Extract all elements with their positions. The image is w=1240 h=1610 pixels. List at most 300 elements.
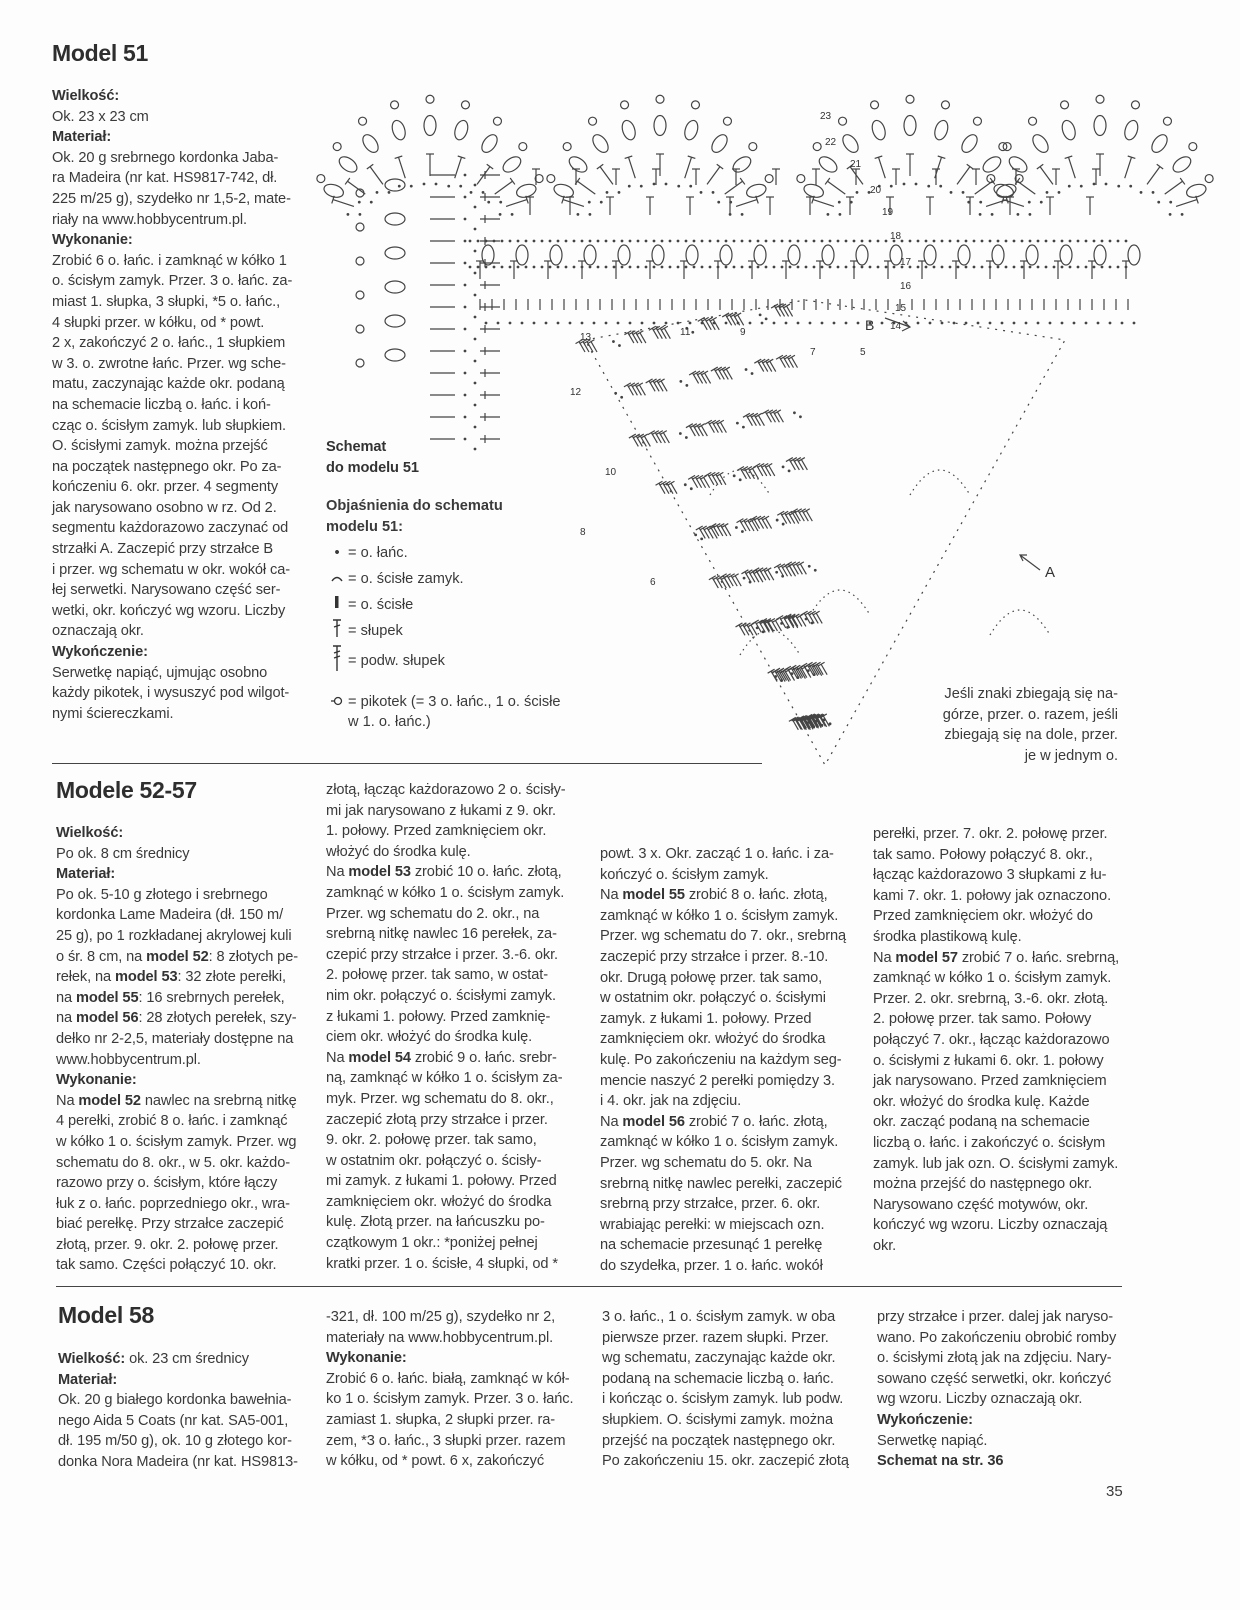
marker-a-label: A <box>1045 564 1056 581</box>
text-line: mi jak narysowano z łukami z 9. okr. <box>326 802 556 819</box>
text-line: można przejść do następnego okr. <box>873 1176 1093 1193</box>
text-line: Na model 53 zrobić 10 o. łańc. złotą, <box>326 864 562 881</box>
picot <box>333 143 341 151</box>
chain-dot <box>989 266 992 269</box>
chain-dot <box>679 432 682 435</box>
chain-dot <box>533 240 536 243</box>
chain-dot <box>757 266 760 269</box>
chain-dot <box>605 240 608 243</box>
text-line: złotą, przer. 9. okr. 2. połowę przer. <box>56 1236 279 1253</box>
chain-dot <box>1045 266 1048 269</box>
chain-dot <box>997 240 1000 243</box>
chain-dot <box>917 322 920 325</box>
chain-dot <box>965 240 968 243</box>
chain-dot <box>776 519 779 522</box>
chain-dot <box>739 478 742 481</box>
text-line: Zrobić 6 o. łańc. i zamknąć w kółko 1 <box>52 252 287 269</box>
dc-stitch <box>1165 181 1183 194</box>
text-line: do szydełka, przer. 1 o. łańc. wokół <box>600 1257 823 1274</box>
cluster <box>1122 119 1140 142</box>
picot <box>317 175 325 183</box>
chain-dot <box>487 201 490 204</box>
round-number-label: 19 <box>882 207 894 218</box>
chain-dot <box>1037 240 1040 243</box>
picot <box>656 95 664 103</box>
chain-dot <box>933 266 936 269</box>
chain-dot <box>637 266 640 269</box>
chain-dot <box>464 196 467 199</box>
round-number-label: 8 <box>580 527 586 538</box>
chain-dot <box>941 240 944 243</box>
chain-dot <box>509 322 512 325</box>
text-line: ko 1 o. ścisłym zamyk. Przer. 3 o. łańc. <box>326 1391 574 1408</box>
cluster <box>1006 154 1029 175</box>
chain-dot <box>845 266 848 269</box>
cluster <box>385 179 405 191</box>
round-number-label: 10 <box>605 467 617 478</box>
chain-dot <box>735 526 738 529</box>
chain-dot <box>797 266 800 269</box>
chain-dot <box>474 338 477 341</box>
text-line: Przer. 2. okr. srebrną, 3.-6. okr. złotą. <box>873 990 1109 1007</box>
chain-dot <box>464 350 467 353</box>
dc-stitch-top <box>740 178 745 184</box>
chain-dot <box>597 266 600 269</box>
chain-dot <box>981 266 984 269</box>
chain-dot <box>881 322 884 325</box>
chain-dot <box>712 191 715 194</box>
chain-dot <box>464 174 467 177</box>
chain-dot <box>1028 201 1031 204</box>
picot <box>589 117 597 125</box>
chain-dot <box>653 240 656 243</box>
chain-dot <box>474 360 477 363</box>
dc-stitch <box>455 157 462 178</box>
chain-dot <box>435 183 438 186</box>
chain-dot <box>929 322 932 325</box>
chain-dot <box>573 266 576 269</box>
picot <box>1163 117 1171 125</box>
text-line: wetki, okr. kończyć wg wzoru. Liczby <box>52 602 286 619</box>
chain-dot <box>376 191 379 194</box>
chain-dot <box>829 240 832 243</box>
chain-dot <box>499 213 502 216</box>
text-line: schematu do 8. okr., w 5. okr. każdo- <box>56 1154 290 1171</box>
chain-dot <box>837 266 840 269</box>
round-number-label: 6 <box>650 577 656 588</box>
picot <box>1096 95 1104 103</box>
chain-dot <box>1109 322 1112 325</box>
chain-dot <box>645 240 648 243</box>
picot <box>519 143 527 151</box>
chain-dot <box>628 185 631 188</box>
text-line: łącząc każdorazowo 3 słupkami z łu- <box>873 867 1107 884</box>
text-line: zamknąć w kółko 1 o. ścisłym zamyk. <box>600 907 839 924</box>
text-line: na model 55: 16 srebrnych perełek, <box>56 989 285 1006</box>
round-number-label: 12 <box>570 387 582 398</box>
chain-dot <box>653 266 656 269</box>
text-line: okr. Drugą połowę przer. tak samo, <box>600 969 823 986</box>
picot <box>749 143 757 151</box>
chain-dot <box>979 201 982 204</box>
chain-dot <box>541 240 544 243</box>
chain-dot <box>1085 322 1088 325</box>
text-line: wg wzoru. Liczby oznaczają okr. <box>877 1391 1083 1408</box>
chain-dot <box>781 240 784 243</box>
chain-dot <box>765 317 768 320</box>
chain-dot <box>925 266 928 269</box>
legend-row-tr <box>326 644 596 678</box>
dc-stitch-top <box>367 164 373 169</box>
chain-dot <box>717 240 720 243</box>
text-line: mencie naszyć 2 perełki pomiędzy 3. <box>600 1072 835 1089</box>
note-line: je w jednym o. <box>1024 747 1118 764</box>
chain-dot <box>893 266 896 269</box>
chain-dot <box>775 571 778 574</box>
dc-stitch-top <box>967 164 973 169</box>
text-line: Na model 55 zrobić 8 o. łańc. złotą, <box>600 887 828 904</box>
round-number-label: 7 <box>810 347 816 358</box>
text-line: srebrną nitkę nawlec perełki, zaczepić <box>600 1175 842 1192</box>
picot <box>547 175 555 183</box>
text-line: O. ścisłymi zamyk. można przejść <box>52 438 268 455</box>
chain-dot <box>1053 240 1056 243</box>
chain-dot <box>370 201 373 204</box>
chain-dot <box>1021 266 1024 269</box>
chain-dot <box>613 266 616 269</box>
cluster <box>1094 116 1106 136</box>
text-line: o śr. 8 cm, na model 52: 8 złotych pe- <box>56 948 298 965</box>
chain-dot <box>521 322 524 325</box>
cluster <box>652 245 664 265</box>
dc-stitch <box>725 181 743 194</box>
cluster <box>550 245 562 265</box>
text-line: jak narysowano osobno w rz. Od 2. <box>52 499 277 516</box>
text-line: Wykonanie: <box>56 1072 137 1089</box>
chain-dot <box>941 322 944 325</box>
chain-dot <box>464 284 467 287</box>
cluster <box>730 154 753 175</box>
chain-dot <box>388 191 391 194</box>
text-line: połączyć 7. okr., łącząc każdorazowo <box>873 1031 1110 1048</box>
chain-dot <box>973 240 976 243</box>
text-line: kratki przer. 1 o. ścisłe, 4 słupki, od * <box>326 1255 558 1272</box>
chain-dot <box>689 185 692 188</box>
chain-dot <box>1021 240 1024 243</box>
chain-dot <box>837 240 840 243</box>
cluster <box>1060 119 1078 142</box>
chain-dot <box>1058 191 1061 194</box>
text-line: segmentu każdorazowo zaczynać od <box>52 520 289 537</box>
chain-dot <box>1125 266 1128 269</box>
text-line: dełko nr 2-2,5, materiały dostępne na <box>56 1030 294 1047</box>
chain-dot <box>957 266 960 269</box>
chain-dot <box>885 266 888 269</box>
chain-dot <box>525 266 528 269</box>
models-52-57-col2 <box>326 780 576 1274</box>
chain-dot <box>957 240 960 243</box>
text-line: wg schematu, zaczynając każde okr. <box>602 1350 836 1367</box>
round-number-label: 23 <box>820 111 832 122</box>
models-52-57-col3 <box>600 844 850 1276</box>
chain-dot <box>464 438 467 441</box>
chain-dot <box>545 322 548 325</box>
legend-row-dc <box>326 618 596 644</box>
legend-text: = słupek <box>348 623 403 639</box>
chain-dot <box>685 384 688 387</box>
dc-stitch <box>975 181 993 194</box>
legend-text: = o. ścisłe zamyk. <box>348 571 464 587</box>
chain-dot <box>677 185 680 188</box>
text-line: czątkowym 1 okr.: *poniżej pełnej <box>326 1235 538 1252</box>
text-line: tak samo. Połowy połączyć 8. okr., <box>873 846 1093 863</box>
text-line: nim okr. połączyć o. ścisłymi zamyk. <box>326 987 556 1004</box>
chain-dot <box>474 382 477 385</box>
chain-dot <box>640 185 643 188</box>
dc-stitch-top <box>345 178 350 184</box>
chain-dot <box>1080 185 1083 188</box>
text-line: zamiast 1. słupka, 2 słupki przer. ra- <box>326 1411 555 1428</box>
chain-dot <box>749 322 752 325</box>
chain-dot <box>949 266 952 269</box>
picot <box>871 101 879 109</box>
text-line: Schemat na str. 36 <box>877 1453 1004 1470</box>
text-line: Przer. wg schematu do 2. okr., na <box>326 905 540 922</box>
model-51-title: Model 51 <box>52 40 149 66</box>
text-line: o. ścisłym zamyk. Przer. 3 o. łańc. za- <box>52 273 293 290</box>
chain-dot <box>965 322 968 325</box>
picot <box>359 117 367 125</box>
chain-dot <box>853 240 856 243</box>
chain-dot <box>474 404 477 407</box>
text-line: kulę. Po zakończeniu na każdym seg- <box>600 1051 842 1068</box>
chain-dot <box>589 240 592 243</box>
chain-dot <box>1169 201 1172 204</box>
dc-stitch <box>1040 167 1053 185</box>
chain-dot <box>501 240 504 243</box>
chain-dot <box>517 266 520 269</box>
chain-dot <box>493 266 496 269</box>
chain-dot <box>665 183 668 186</box>
chain-dot <box>915 183 918 186</box>
chain-dot <box>700 191 703 194</box>
dc-stitch <box>986 200 1007 207</box>
chain-dot <box>577 213 580 216</box>
chain-dot <box>689 322 692 325</box>
text-line: Zrobić 6 o. łańc. białą, zamknąć w kół- <box>326 1370 570 1387</box>
chain-dot <box>701 240 704 243</box>
picot <box>1205 175 1213 183</box>
cluster <box>1094 245 1106 265</box>
text-line: okr. włożyć do środka kulę. Każde <box>873 1093 1090 1110</box>
chain-dot <box>549 266 552 269</box>
chain-dot <box>853 266 856 269</box>
cluster <box>870 119 888 142</box>
chain-dot <box>1109 266 1112 269</box>
chain-dot <box>693 240 696 243</box>
chain-dot <box>1093 183 1096 186</box>
cluster <box>385 315 405 327</box>
chain-dot <box>694 533 697 536</box>
text-line: sowano część serwetki, okr. kończyć <box>877 1370 1112 1387</box>
dc-stitch-top <box>510 178 515 184</box>
chain-dot <box>797 240 800 243</box>
chain-dot <box>941 266 944 269</box>
chain-dot <box>1085 266 1088 269</box>
dc-stitch <box>827 181 845 194</box>
chain-dot <box>1121 322 1124 325</box>
chain-dot <box>741 530 744 533</box>
cluster <box>788 245 800 265</box>
text-line: o. ścisłymi złotą jak na zdjęciu. Nary- <box>877 1350 1112 1367</box>
dc-stitch-top <box>717 164 723 169</box>
text-line: w 3. o. zwrotne łańc. Przer. wg sche- <box>52 355 286 372</box>
chain-dot <box>782 523 785 526</box>
text-line: 225 m/25 g), szydełko nr 1,5-2, mate- <box>52 190 291 207</box>
chain-dot <box>581 322 584 325</box>
cluster <box>1060 245 1072 265</box>
chain-dot <box>950 191 953 194</box>
text-line: razowo przy o. ścisłym, które łączy <box>56 1175 278 1192</box>
text-line: srebrną nitkę nawlec 16 perełek, za- <box>326 926 557 943</box>
chain-dot <box>569 322 572 325</box>
cluster <box>482 245 494 265</box>
chain-dot <box>464 306 467 309</box>
chain-dot <box>605 322 608 325</box>
dc-stitch-top <box>825 178 830 184</box>
chain-dot <box>661 240 664 243</box>
text-line: www.hobbycentrum.pl. <box>56 1051 201 1068</box>
cluster <box>924 245 936 265</box>
picot <box>691 101 699 109</box>
chain-dot <box>829 722 832 725</box>
round-number-label: 17 <box>900 257 912 268</box>
cluster <box>360 132 381 155</box>
text-line: ra Madeira (nr kat. HS9817-742, dł. <box>52 170 278 187</box>
chain-dot <box>1097 322 1100 325</box>
chain-dot <box>606 191 609 194</box>
chain-dot <box>773 322 776 325</box>
dot-icon: • <box>334 545 340 561</box>
dc-stitch <box>1125 157 1132 178</box>
chain-dot <box>949 240 952 243</box>
cluster <box>822 245 834 265</box>
chain-dot <box>359 213 362 216</box>
chain-dot <box>1093 266 1096 269</box>
picot <box>356 325 364 333</box>
chain-dot <box>474 206 477 209</box>
chain-dot <box>459 185 462 188</box>
chain-dot <box>1117 185 1120 188</box>
chain-dot <box>861 266 864 269</box>
chain-dot <box>1040 201 1043 204</box>
model-58-col2 <box>326 1307 576 1472</box>
text-line: Przed zamknięciem okr. włożyć do <box>873 908 1093 925</box>
chain-dot <box>1129 185 1132 188</box>
cluster <box>745 182 768 200</box>
chain-dot <box>845 240 848 243</box>
chain-dot <box>684 483 687 486</box>
round-number-label: 22 <box>825 137 837 148</box>
chain-dot <box>709 266 712 269</box>
text-line: Po zakończeniu 15. okr. zaczepić złotą <box>602 1453 849 1470</box>
chain-dot <box>761 322 764 325</box>
cluster <box>904 116 916 136</box>
cluster <box>959 132 980 155</box>
text-line: Po ok. 5-10 g złotego i srebrnego <box>56 886 268 903</box>
chain-dot <box>669 266 672 269</box>
chain-dot <box>709 240 712 243</box>
text-line: Ok. 20 g białego kordonka bawełnia- <box>58 1392 292 1409</box>
chain-dot <box>517 240 520 243</box>
chain-dot <box>464 240 467 243</box>
chain-dot <box>742 426 745 429</box>
chain-dot <box>620 396 623 399</box>
cluster <box>980 154 1003 175</box>
chain-dot <box>677 240 680 243</box>
arch <box>740 630 800 655</box>
chain-dot <box>749 266 752 269</box>
picot <box>1189 143 1197 151</box>
dc-stitch-top <box>1037 164 1043 169</box>
text-line: złotą, łącząc każdorazowo 2 o. ścisły- <box>326 782 566 798</box>
dc-stitch-top <box>1180 178 1185 184</box>
picot <box>461 101 469 109</box>
chain-dot <box>1068 185 1071 188</box>
text-line: w kółko 1 o. ścisłym zamyk. Przer. wg <box>56 1133 297 1150</box>
cluster <box>566 154 589 175</box>
chain-dot <box>447 185 450 188</box>
chain-dot <box>685 436 688 439</box>
chain-dot <box>733 474 736 477</box>
chain-dot <box>869 266 872 269</box>
dc-stitch <box>1147 167 1160 185</box>
dc-stitch <box>577 181 595 194</box>
chain-dot <box>691 331 694 334</box>
chain-dot <box>839 213 842 216</box>
text-line: wrabiając perełki: w miejscach ozn. <box>600 1216 825 1233</box>
cluster <box>654 116 666 136</box>
legend-text-cont: w 1. o. łańc.) <box>348 714 431 730</box>
text-line: okr. <box>873 1237 897 1254</box>
chain-dot <box>749 240 752 243</box>
chain-dot <box>717 201 720 204</box>
text-line: i kończąc o. ścisłym zamyk. lub podw. <box>602 1391 844 1408</box>
model-58-col1 <box>58 1349 308 1473</box>
cluster <box>816 154 839 175</box>
double-crochet-icon <box>326 618 348 644</box>
chain-dot <box>1077 240 1080 243</box>
picot <box>839 117 847 125</box>
chain-dot <box>541 266 544 269</box>
picot <box>356 359 364 367</box>
chain-dot <box>1117 240 1120 243</box>
chain-dot <box>1152 191 1155 194</box>
cluster <box>856 245 868 265</box>
dc-stitch <box>506 200 527 207</box>
chain-dot <box>398 185 401 188</box>
round-number-label: 9 <box>740 327 746 338</box>
cluster <box>754 245 766 265</box>
chain-dot <box>677 266 680 269</box>
chain-dot <box>903 183 906 186</box>
text-line: Po ok. 8 cm średnicy <box>56 845 190 862</box>
cluster <box>516 245 528 265</box>
text-line: materiały na www.hobbycentrum.pl. <box>326 1329 554 1346</box>
cluster <box>500 154 523 175</box>
note-line: Jeśli znaki zbiegają się na- <box>944 686 1118 702</box>
legend-row-single <box>326 592 596 618</box>
